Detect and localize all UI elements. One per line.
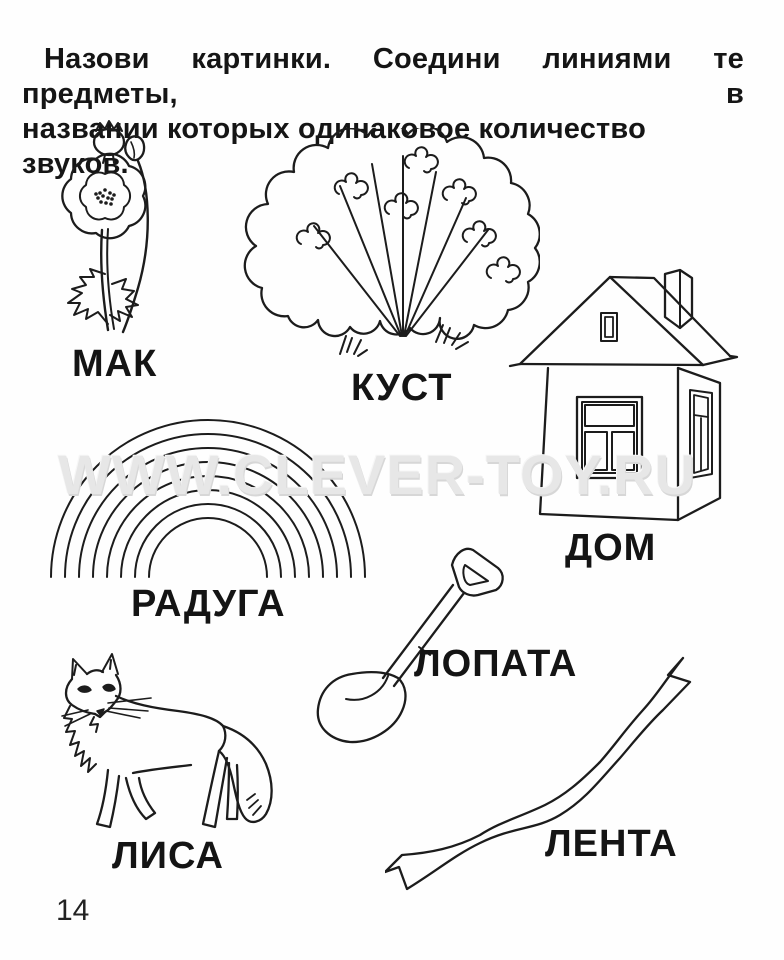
poppy-center-dots <box>94 188 116 206</box>
watermark: WWW.CLEVER-TOY.RU <box>58 443 697 506</box>
label-poppy: МАК <box>72 343 158 385</box>
house-illustration <box>508 252 758 552</box>
label-shovel: ЛОПАТА <box>414 643 578 685</box>
page-number: 14 <box>56 894 90 927</box>
fox-illustration <box>48 648 303 848</box>
bush-branches <box>314 156 488 336</box>
bush-illustration <box>240 128 540 358</box>
label-rainbow: РАДУГА <box>131 583 286 625</box>
instruction-line-1: Назови картинки. Соедини линиями те предметы, в <box>22 43 744 110</box>
label-fox: ЛИСА <box>112 835 224 877</box>
instruction-line-2: названии которых одинаковое количество звуков. <box>22 113 646 180</box>
poppy-illustration <box>50 118 190 343</box>
bush-leaf-clusters <box>297 147 520 282</box>
label-bush: КУСТ <box>351 367 453 409</box>
label-house: ДОМ <box>565 527 657 569</box>
fox-tail-fur <box>247 794 261 815</box>
label-ribbon: ЛЕНТА <box>545 823 678 865</box>
